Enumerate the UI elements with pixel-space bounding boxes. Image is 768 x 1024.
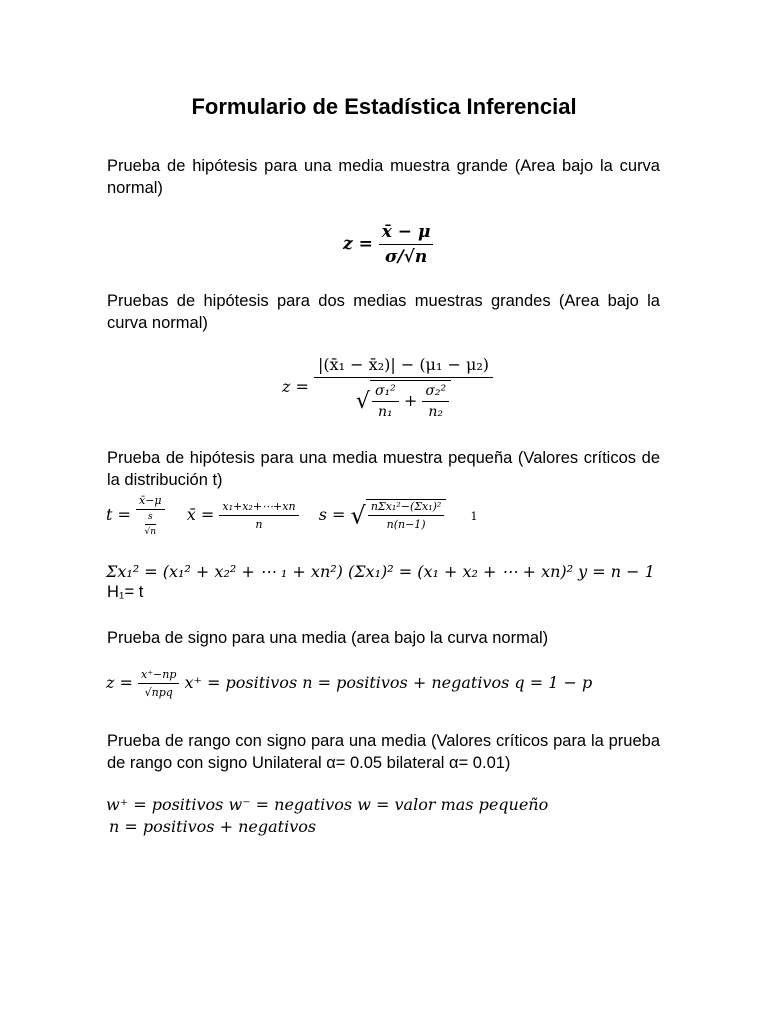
formula-6-line-1: w⁺ = positivos w⁻ = negativos w = valor mas pequeño [106,795,549,814]
formula-3-s-num: nΣx₁²−(Σx₁)² [368,500,445,516]
section-1-text: Prueba de hipótesis para una media muestra grande (Area bajo la curva normal) [107,157,660,197]
formula-1-numerator: x̄ − μ [379,222,434,245]
formula-2-fraction [314,355,493,420]
formula-2-den-b-den: n₂ [428,404,444,420]
formula-6-line-2: n = positivos + negativos [109,817,317,836]
formula-3-xbar-lhs: x̄ = [186,505,215,524]
formula-5-lhs: z = [106,673,133,692]
formula-5-den: √npq [144,686,173,699]
formula-2-den-a [372,383,399,420]
formula-3-s-den: n(n−1) [386,518,426,531]
formula-3: t = $\frac{x̄-\mu}{\frac{s}{√n}}$ x̄ = $\frac{\text{x₁+x₂+⋯+xn}}{n}$ s = √ $\frac{\text{nΣx₁²−(Σx₁)²}}{n(n-1)}$ 1 [106,494,478,537]
formula-5 [106,668,592,699]
section-5-text: Prueba de rango con signo para una media (Valores críticos para la prueba de rango con signo Unilateral α= 0.05 bilateral α= 0.01) [107,732,660,772]
formula-3-xbar-fraction [219,500,298,531]
formula-3-trailing-note: 1 [470,510,478,523]
formula-3-t-num: x̄−μ [136,494,165,510]
formula-3-t-den [139,510,163,537]
formula-1 [343,222,433,267]
formula-3-t-den-num: s [145,512,156,525]
formula-2-den-b [422,383,449,420]
formula-2-plus: + [403,391,418,410]
formula-2-denominator: √ $\frac{\text{σ₁²}}{\text{n₁}}$ + $\frac{\text{σ₂²}}{\text{n₂}}$ [353,378,454,420]
document-title: Formulario de Estadística Inferencial [191,94,577,119]
formula-3-xbar-den: n [255,518,263,531]
formula-1-denominator: σ/√n [384,247,428,267]
formula-4: Σx₁² = (x₁² + x₂² + ⋯ ₁ + xn²) (Σx₁)² = (x₁ + x₂ + ⋯ + xn)² y = n − 1 [106,562,655,581]
formula-1-fraction [379,222,434,267]
formula-5-rest: x⁺ = positivos n = positivos + negativos q = 1 − p [184,673,593,692]
formula-5-fraction [138,668,179,699]
formula-3-t-den-fraction [142,512,160,537]
formula-3-s-lhs: s = [318,505,346,524]
formula-3-t-fraction [136,494,165,537]
formula-3-s-sqrt [366,499,447,531]
formula-3-s-fraction [368,500,445,531]
formula-2-numerator: |(x̄₁ − x̄₂)| − (μ₁ − μ₂) [314,355,493,378]
section-2-text: Pruebas de hipótesis para dos medias muestras grandes (Area bajo la curva normal) [107,292,660,332]
formula-4-h1: H₁= t [107,583,144,601]
formula-2-den-a-num: σ₁² [372,383,399,402]
section-3-text: Prueba de hipótesis para una media muestra pequeña (Valores críticos de la distribución t) [107,449,660,489]
formula-2-sqrt [370,380,451,420]
formula-3-t-lhs: t = [106,505,131,524]
formula-3-t-den-den: √n [144,527,157,537]
formula-2-lhs: z = [282,377,309,396]
formula-5-num: x⁺−np [138,668,179,684]
formula-2-den-a-den: n₁ [378,404,393,420]
formula-1-lhs: z = [343,234,373,254]
formula-2 [282,355,493,420]
section-4-text: Prueba de signo para una media (area bajo la curva normal) [107,629,549,647]
formula-2-den-b-num: σ₂² [422,383,449,402]
formula-3-xbar-num: x₁+x₂+⋯+xn [219,500,298,516]
